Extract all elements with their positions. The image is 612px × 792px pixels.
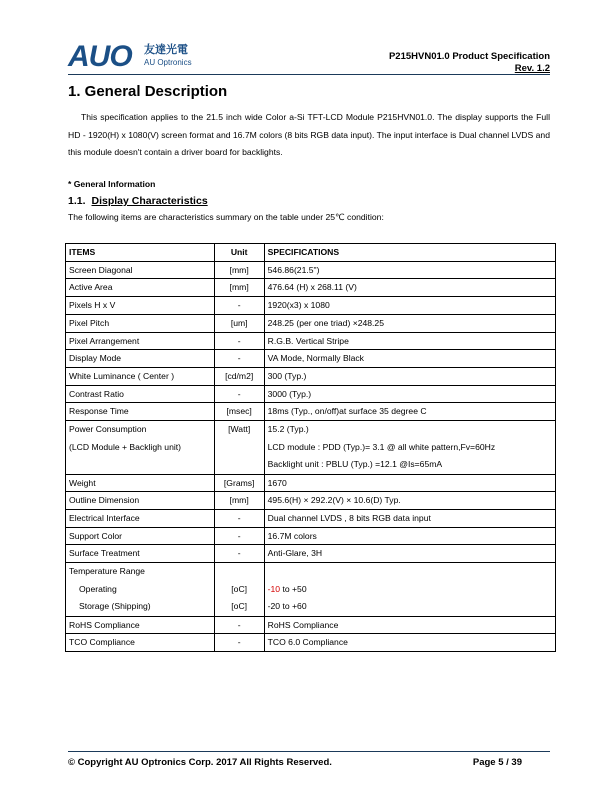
row-spec: 16.7M colors xyxy=(264,527,555,545)
row-item: Surface Treatment xyxy=(66,545,215,563)
power-spec-typ: 15.2 (Typ.) xyxy=(267,424,309,435)
table-row xyxy=(66,332,556,350)
subsection-title: Display Characteristics xyxy=(91,195,208,207)
temperature-operating-spec xyxy=(268,581,552,599)
row-spec: Anti-Glare, 3H xyxy=(264,545,555,563)
table-row xyxy=(66,492,556,510)
row-item: Active Area xyxy=(66,279,215,297)
temperature-operating-label: Operating xyxy=(79,583,117,594)
row-spec: Dual channel LVDS , 8 bits RGB data input xyxy=(264,509,555,527)
temperature-spec xyxy=(264,563,555,617)
table-row xyxy=(66,297,556,315)
temperature-storage-spec: -20 to +60 xyxy=(267,601,307,612)
row-unit: - xyxy=(214,634,264,652)
row-item: Pixels H x V xyxy=(66,297,215,315)
spec-table xyxy=(65,243,556,652)
row-spec: 476.64 (H) x 268.11 (V) xyxy=(264,279,555,297)
table-row xyxy=(66,279,556,297)
row-spec: 495.6(H) × 292.2(V) × 10.6(D) Typ. xyxy=(264,492,555,510)
row-item: Screen Diagonal xyxy=(66,261,215,279)
row-item: Contrast Ratio xyxy=(66,385,215,403)
row-unit: - xyxy=(214,385,264,403)
row-item: Pixel Arrangement xyxy=(66,332,215,350)
power-item xyxy=(66,421,215,475)
row-item: Electrical Interface xyxy=(66,509,215,527)
logo-company-name: AU Optronics xyxy=(144,58,192,67)
row-spec: 3000 (Typ.) xyxy=(264,385,555,403)
row-item: Outline Dimension xyxy=(66,492,215,510)
row-spec: RoHS Compliance xyxy=(264,616,555,634)
row-spec: 300 (Typ.) xyxy=(264,367,555,385)
table-row xyxy=(66,616,556,634)
subsection-heading xyxy=(68,195,208,207)
row-spec: 1920(x3) x 1080 xyxy=(264,297,555,315)
power-spec-backlight: Backlight unit : PBLU (Typ.) =12.1 @Is=65mA xyxy=(267,459,443,470)
power-spec-lcd: LCD module : PDD (Typ.)= 3.1 @ all white pattern,Fv=60Hz xyxy=(267,441,496,452)
row-unit: - xyxy=(214,350,264,368)
table-row xyxy=(66,403,556,421)
temperature-item xyxy=(66,563,215,617)
table-header-row xyxy=(66,244,556,262)
logo-mark: AUO xyxy=(68,40,132,73)
row-unit: - xyxy=(214,332,264,350)
temperature-operating-max: to +50 xyxy=(280,583,307,594)
row-unit: - xyxy=(214,527,264,545)
section-heading: 1. General Description xyxy=(68,83,228,100)
logo-chinese-name: 友達光電 xyxy=(144,44,188,56)
row-unit: [um] xyxy=(214,314,264,332)
temperature-operating-min: -10 xyxy=(267,583,281,594)
row-item: RoHS Compliance xyxy=(66,616,215,634)
row-unit: - xyxy=(214,545,264,563)
footer-copyright: © Copyright AU Optronics Corp. 2017 All Rights Reserved. xyxy=(68,757,332,768)
power-spec xyxy=(264,421,555,475)
row-item: Pixel Pitch xyxy=(66,314,215,332)
table-row xyxy=(66,545,556,563)
row-spec: 248.25 (per one triad) ×248.25 xyxy=(264,314,555,332)
footer-page-number: Page 5 / 39 xyxy=(472,757,522,768)
row-spec: R.G.B. Vertical Stripe xyxy=(264,332,555,350)
row-unit: [mm] xyxy=(214,492,264,510)
temperature-storage-unit: [oC] xyxy=(231,601,248,612)
row-unit: [Grams] xyxy=(214,474,264,492)
row-unit: - xyxy=(214,509,264,527)
row-item: Response Time xyxy=(66,403,215,421)
row-spec: 1670 xyxy=(264,474,555,492)
document-title: P215HVN01.0 Product Specification xyxy=(388,51,550,62)
temperature-range-label: Temperature Range xyxy=(69,566,145,577)
table-row-temperature xyxy=(66,563,556,617)
table-row xyxy=(66,350,556,368)
document-revision: Rev. 1.2 xyxy=(514,63,550,74)
row-unit: - xyxy=(214,297,264,315)
footer-divider xyxy=(68,751,550,752)
header-divider xyxy=(68,74,550,75)
header-specifications: SPECIFICATIONS xyxy=(264,244,555,262)
row-spec: TCO 6.0 Compliance xyxy=(264,634,555,652)
row-item: TCO Compliance xyxy=(66,634,215,652)
table-row xyxy=(66,314,556,332)
company-logo xyxy=(68,42,198,72)
table-row xyxy=(66,385,556,403)
row-unit: - xyxy=(214,616,264,634)
row-unit: [mm] xyxy=(214,261,264,279)
table-row xyxy=(66,474,556,492)
temperature-unit xyxy=(214,563,264,617)
row-item: Weight xyxy=(66,474,215,492)
subsection-number: 1.1. xyxy=(68,195,86,207)
table-row xyxy=(66,509,556,527)
row-spec: VA Mode, Normally Black xyxy=(264,350,555,368)
table-row xyxy=(66,367,556,385)
table-row xyxy=(66,527,556,545)
row-item: Display Mode xyxy=(66,350,215,368)
table-row xyxy=(66,261,556,279)
row-item: White Luminance ( Center ) xyxy=(66,367,215,385)
power-item-line1: Power Consumption xyxy=(69,424,147,435)
row-unit: [msec] xyxy=(214,403,264,421)
power-unit: [Watt] xyxy=(214,421,264,475)
row-spec: 546.86(21.5") xyxy=(264,261,555,279)
intro-paragraph: This specification applies to the 21.5 inch wide Color a-Si TFT-LCD Module P215HVN01.0. The display supports the Full HD - 1920(H) x 1080(V) screen format and 16.7M colors (8 bits RGB data input). The input interface is Dual channel LVDS and this module doesn't contain a driver board for backlights. xyxy=(68,112,550,157)
header-items: ITEMS xyxy=(66,244,215,262)
row-spec: 18ms (Typ., on/off)at surface 35 degree C xyxy=(264,403,555,421)
row-unit: [cd/m2] xyxy=(214,367,264,385)
temperature-operating-unit: [oC] xyxy=(231,583,248,594)
row-unit: [mm] xyxy=(214,279,264,297)
temperature-storage-label: Storage (Shipping) xyxy=(79,601,151,612)
table-summary: The following items are characteristics summary on the table under 25℃ condition: xyxy=(68,212,384,222)
row-item: Support Color xyxy=(66,527,215,545)
table-row xyxy=(66,634,556,652)
power-item-line2: (LCD Module + Backligh unit) xyxy=(69,441,182,452)
general-info-label: * General Information xyxy=(68,179,156,189)
header-unit: Unit xyxy=(214,244,264,262)
table-row-power xyxy=(66,421,556,475)
